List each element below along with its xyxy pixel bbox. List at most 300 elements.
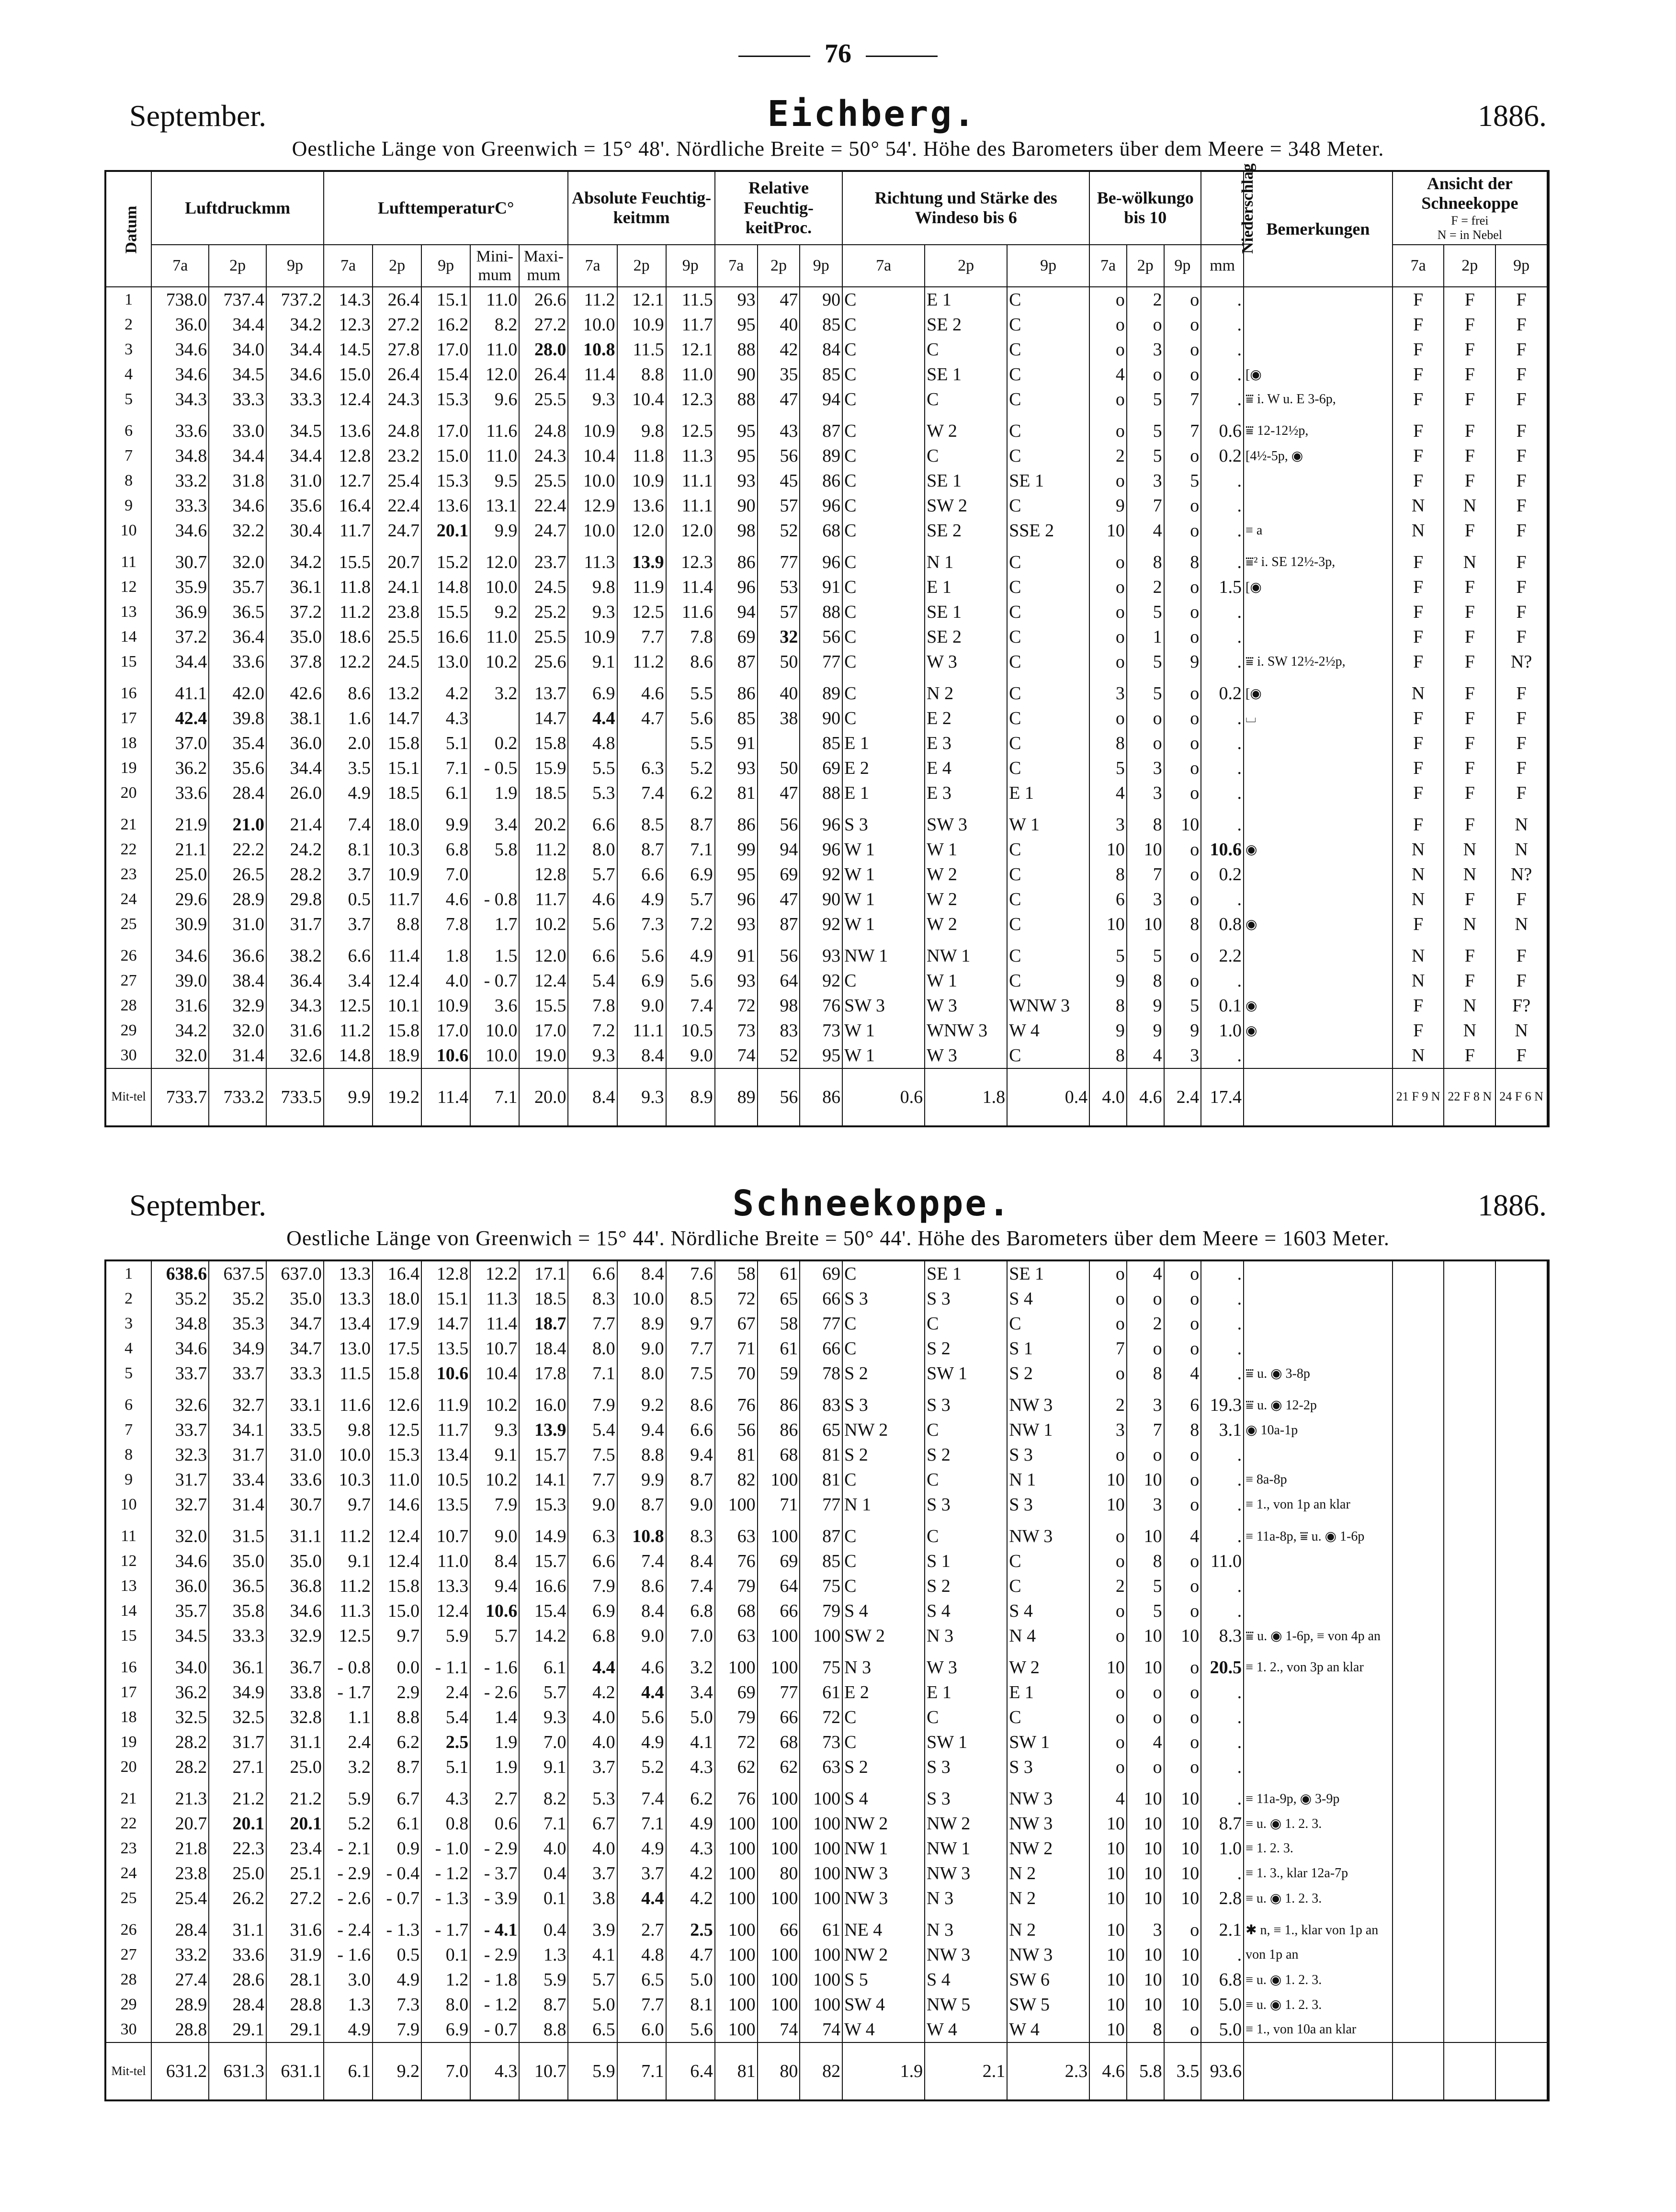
- gap-cell: [1495, 1648, 1547, 1655]
- value-cell: .: [1201, 1492, 1244, 1517]
- value-cell: o: [1089, 1442, 1127, 1467]
- value-cell: [1444, 1549, 1495, 1574]
- table-row: [106, 624, 1547, 649]
- gap-cell: [800, 1517, 842, 1524]
- day-cell: 23: [106, 862, 151, 887]
- value-cell: F: [1393, 993, 1444, 1018]
- mittel-cell: 4.0: [1089, 1068, 1127, 1125]
- day-cell: 27: [106, 1942, 151, 1967]
- value-cell: 67: [715, 1311, 758, 1336]
- value-cell: NW 3: [1007, 1942, 1089, 1967]
- value-cell: 8.1: [666, 1992, 715, 2017]
- gap-cell: [617, 543, 666, 550]
- value-cell: F: [1444, 681, 1495, 706]
- day-cell: 25: [106, 1886, 151, 1911]
- value-cell: F: [1444, 362, 1495, 387]
- value-cell: 32.3: [151, 1442, 209, 1467]
- value-cell: 13.1: [470, 493, 519, 518]
- value-cell: 10: [1089, 1836, 1127, 1861]
- mittel-cell: 20.0: [519, 1068, 568, 1125]
- value-cell: [1393, 1492, 1444, 1517]
- value-cell: 11.0: [373, 1467, 421, 1492]
- value-cell: 11.8: [324, 575, 373, 600]
- value-cell: S 3: [925, 1755, 1007, 1780]
- value-cell: 62: [715, 1755, 758, 1780]
- gap-cell: [617, 674, 666, 681]
- temp-maximum: Maxi-mum: [519, 245, 568, 287]
- value-cell: 100: [715, 1942, 758, 1967]
- value-cell: 737.4: [209, 287, 266, 312]
- gap-cell: [324, 937, 373, 943]
- day-cell: 23: [106, 1836, 151, 1861]
- value-cell: 32.0: [209, 550, 266, 575]
- value-cell: - 1.2: [421, 1861, 470, 1886]
- value-cell: [1495, 1886, 1547, 1911]
- gap-cell: [758, 543, 800, 550]
- table-row: [106, 468, 1547, 493]
- value-cell: 7.4: [617, 1549, 666, 1574]
- row-gap: [106, 805, 1547, 812]
- gap-cell: [758, 937, 800, 943]
- mittel-cell: [1244, 2042, 1393, 2099]
- table-row: [106, 1043, 1547, 1068]
- table-row: [106, 443, 1547, 468]
- value-cell: C: [842, 706, 925, 731]
- gap-cell: [470, 937, 519, 943]
- bemerkungen-cell: ✱ n, ≡ 1., klar von 1p an: [1244, 1917, 1393, 1942]
- gap-cell: [1007, 674, 1089, 681]
- value-cell: C: [1007, 624, 1089, 649]
- value-cell: 7.4: [666, 1574, 715, 1599]
- value-cell: 100: [715, 1836, 758, 1861]
- value-cell: 3.2: [666, 1655, 715, 1680]
- mittel-cell: [1495, 2042, 1547, 2099]
- bemerkungen-cell: [1244, 287, 1393, 312]
- gap-cell: [324, 1648, 373, 1655]
- gap-cell: [568, 805, 617, 812]
- bemerkungen-cell: von 1p an: [1244, 1942, 1393, 1967]
- value-cell: 2.5: [666, 1917, 715, 1942]
- mittel-row: [106, 1068, 1547, 1125]
- gap-cell: [266, 412, 324, 419]
- value-cell: 100: [800, 1861, 842, 1886]
- gap-cell: [151, 1780, 209, 1786]
- value-cell: [1495, 1811, 1547, 1836]
- value-cell: 2.8: [1201, 1886, 1244, 1911]
- value-cell: SW 1: [925, 1361, 1007, 1386]
- value-cell: 9.3: [568, 387, 617, 412]
- value-cell: 11.0: [421, 1549, 470, 1574]
- value-cell: 31.7: [209, 1442, 266, 1467]
- day-cell: 15: [106, 649, 151, 674]
- value-cell: [1393, 1361, 1444, 1386]
- value-cell: NW 3: [925, 1942, 1007, 1967]
- wind-time-0: 7a: [842, 245, 925, 287]
- gap-cell: [1007, 937, 1089, 943]
- value-cell: 6.9: [666, 862, 715, 887]
- value-cell: 34.9: [209, 1336, 266, 1361]
- value-cell: N: [1444, 993, 1495, 1018]
- value-cell: 2.0: [324, 731, 373, 756]
- value-cell: 7.8: [666, 624, 715, 649]
- value-cell: C: [842, 968, 925, 993]
- value-cell: 1.1: [324, 1705, 373, 1730]
- value-cell: 28.2: [266, 862, 324, 887]
- table-row: [106, 1967, 1547, 1992]
- value-cell: 5: [1089, 943, 1127, 968]
- value-cell: 5.9: [421, 1623, 470, 1648]
- value-cell: F: [1444, 812, 1495, 837]
- value-cell: 100: [715, 1917, 758, 1942]
- datum-header: [106, 172, 151, 287]
- value-cell: 9.1: [324, 1549, 373, 1574]
- value-cell: SW 2: [842, 1623, 925, 1648]
- value-cell: 35.0: [209, 1549, 266, 1574]
- value-cell: 94: [715, 600, 758, 624]
- value-cell: [1495, 1967, 1547, 1992]
- value-cell: E 1: [842, 731, 925, 756]
- value-cell: 4.0: [568, 1836, 617, 1861]
- value-cell: 36.4: [266, 968, 324, 993]
- table-row: [106, 1705, 1547, 1730]
- value-cell: 34.6: [151, 337, 209, 362]
- value-cell: C: [1007, 706, 1089, 731]
- value-cell: 5.9: [519, 1967, 568, 1992]
- value-cell: 20.1: [266, 1811, 324, 1836]
- luftdruck-time-0: 7a: [151, 245, 209, 287]
- value-cell: 3: [1127, 1917, 1164, 1942]
- gap-cell: [151, 937, 209, 943]
- value-cell: 31.6: [266, 1018, 324, 1043]
- value-cell: N 1: [842, 1492, 925, 1517]
- row-gap: [106, 1911, 1547, 1917]
- value-cell: 4.2: [568, 1680, 617, 1705]
- value-cell: 95: [800, 1043, 842, 1068]
- value-cell: 4.4: [568, 1655, 617, 1680]
- gap-cell: [519, 1911, 568, 1917]
- value-cell: 8.5: [617, 812, 666, 837]
- value-cell: F: [1495, 550, 1547, 575]
- gap-cell: [715, 805, 758, 812]
- table-row: [106, 600, 1547, 624]
- value-cell: 34.6: [266, 1599, 324, 1623]
- value-cell: 5.2: [666, 756, 715, 781]
- value-cell: 20.2: [519, 812, 568, 837]
- value-cell: F: [1495, 387, 1547, 412]
- value-cell: C: [1007, 756, 1089, 781]
- value-cell: 2.9: [373, 1680, 421, 1705]
- value-cell: [1444, 2017, 1495, 2042]
- bemerkungen-cell: [◉: [1244, 362, 1393, 387]
- value-cell: [1495, 1311, 1547, 1336]
- gap-cell: [800, 1648, 842, 1655]
- value-cell: 6.8: [1201, 1967, 1244, 1992]
- value-cell: C: [1007, 1043, 1089, 1068]
- value-cell: 15.7: [519, 1549, 568, 1574]
- value-cell: 32.5: [151, 1705, 209, 1730]
- gap-cell: [1201, 805, 1244, 812]
- value-cell: 41.1: [151, 681, 209, 706]
- gap-cell: [1201, 1648, 1244, 1655]
- value-cell: 10.0: [470, 575, 519, 600]
- value-cell: 100: [800, 1836, 842, 1861]
- value-cell: F: [1495, 1043, 1547, 1068]
- day-cell: 14: [106, 1599, 151, 1623]
- gap-cell: [324, 543, 373, 550]
- value-cell: 10.1: [373, 993, 421, 1018]
- value-cell: 10: [1127, 1811, 1164, 1836]
- mittel-cell: 8.9: [666, 1068, 715, 1125]
- value-cell: - 1.8: [470, 1967, 519, 1992]
- value-cell: .: [1201, 1786, 1244, 1811]
- gap-cell: [373, 543, 421, 550]
- gap-cell: [106, 543, 151, 550]
- value-cell: [1444, 1755, 1495, 1780]
- value-cell: N: [1393, 837, 1444, 862]
- gap-cell: [1393, 937, 1444, 943]
- gap-cell: [1127, 805, 1164, 812]
- value-cell: .: [1201, 887, 1244, 912]
- value-cell: [1444, 1336, 1495, 1361]
- value-cell: 34.4: [151, 649, 209, 674]
- value-cell: 1.0: [1201, 1836, 1244, 1861]
- value-cell: o: [1164, 706, 1201, 731]
- gap-cell: [666, 1648, 715, 1655]
- value-cell: 15.5: [519, 993, 568, 1018]
- value-cell: [1444, 1836, 1495, 1861]
- value-cell: 9.6: [470, 387, 519, 412]
- value-cell: 43: [758, 419, 800, 443]
- gap-cell: [617, 937, 666, 943]
- table-row: [106, 575, 1547, 600]
- value-cell: F: [1393, 312, 1444, 337]
- value-cell: F: [1444, 575, 1495, 600]
- value-cell: 0.1: [519, 1886, 568, 1911]
- value-cell: 8.8: [617, 1442, 666, 1467]
- value-cell: 3.7: [568, 1861, 617, 1886]
- value-cell: S 4: [842, 1786, 925, 1811]
- value-cell: [1495, 1705, 1547, 1730]
- value-cell: 7.9: [373, 2017, 421, 2042]
- value-cell: 4.0: [519, 1836, 568, 1861]
- day-cell: 4: [106, 1336, 151, 1361]
- value-cell: - 4.1: [470, 1917, 519, 1942]
- value-cell: F: [1495, 337, 1547, 362]
- mittel-cell: 7.1: [617, 2042, 666, 2099]
- value-cell: F: [1393, 550, 1444, 575]
- value-cell: 11.7: [373, 887, 421, 912]
- value-cell: .: [1201, 1942, 1244, 1967]
- value-cell: 93: [715, 968, 758, 993]
- value-cell: 8: [1127, 1549, 1164, 1574]
- gap-cell: [266, 805, 324, 812]
- value-cell: 100: [758, 1467, 800, 1492]
- gap-cell: [1444, 674, 1495, 681]
- value-cell: 9: [1089, 1018, 1127, 1043]
- value-cell: 5.6: [666, 2017, 715, 2042]
- value-cell: - 1.7: [421, 1917, 470, 1942]
- value-cell: 4.2: [666, 1861, 715, 1886]
- value-cell: 5: [1127, 1599, 1164, 1623]
- value-cell: 4.1: [568, 1942, 617, 1967]
- table-row: [106, 1261, 1547, 1286]
- value-cell: 34.4: [266, 337, 324, 362]
- gap-cell: [1495, 674, 1547, 681]
- value-cell: 12.5: [666, 419, 715, 443]
- value-cell: 7.4: [666, 993, 715, 1018]
- value-cell: C: [1007, 887, 1089, 912]
- gap-cell: [568, 1386, 617, 1393]
- value-cell: W 1: [842, 1043, 925, 1068]
- value-cell: 38.4: [209, 968, 266, 993]
- value-cell: W 1: [842, 862, 925, 887]
- value-cell: 8.4: [617, 1043, 666, 1068]
- value-cell: 36.8: [266, 1574, 324, 1599]
- value-cell: .: [1201, 1524, 1244, 1549]
- value-cell: C: [1007, 362, 1089, 387]
- value-cell: 3.7: [568, 1755, 617, 1780]
- value-cell: 25.4: [151, 1886, 209, 1911]
- value-cell: 0.6: [470, 1811, 519, 1836]
- value-cell: 10.4: [617, 387, 666, 412]
- value-cell: 10: [1089, 1942, 1127, 1967]
- value-cell: 8: [1089, 993, 1127, 1018]
- gap-cell: [1444, 937, 1495, 943]
- value-cell: 10.6: [421, 1043, 470, 1068]
- value-cell: [1495, 1549, 1547, 1574]
- eichberg-month: September.: [129, 99, 267, 133]
- value-cell: o: [1164, 1286, 1201, 1311]
- value-cell: C: [925, 1524, 1007, 1549]
- gap-cell: [666, 412, 715, 419]
- value-cell: 21.9: [151, 812, 209, 837]
- value-cell: 10.0: [568, 312, 617, 337]
- value-cell: 6.7: [568, 1811, 617, 1836]
- value-cell: 7.4: [324, 812, 373, 837]
- value-cell: 100: [800, 1811, 842, 1836]
- bemerkungen-header-label: Bemerkungen: [1266, 219, 1370, 238]
- table-row: [106, 1992, 1547, 2017]
- value-cell: 5.3: [568, 781, 617, 805]
- value-cell: 13.4: [324, 1311, 373, 1336]
- value-cell: 5: [1127, 1574, 1164, 1599]
- gap-cell: [1495, 1517, 1547, 1524]
- value-cell: 11.9: [617, 575, 666, 600]
- value-cell: [1393, 1599, 1444, 1623]
- value-cell: F: [1444, 756, 1495, 781]
- value-cell: 2.2: [1201, 943, 1244, 968]
- eichberg-location: Oestliche Länge von Greenwich = 15° 48'. Nördliche Breite = 50° 54'. Höhe des Barometers über dem Meere = 348 Meter.: [292, 137, 1384, 160]
- gap-cell: [800, 674, 842, 681]
- value-cell: 3.4: [666, 1680, 715, 1705]
- gap-cell: [1444, 1911, 1495, 1917]
- value-cell: F: [1393, 600, 1444, 624]
- value-cell: .: [1201, 600, 1244, 624]
- gap-cell: [519, 1386, 568, 1393]
- value-cell: S 2: [1007, 1361, 1089, 1386]
- day-cell: 10: [106, 518, 151, 543]
- value-cell: 11.1: [666, 468, 715, 493]
- value-cell: [1444, 1861, 1495, 1886]
- gap-cell: [758, 412, 800, 419]
- value-cell: 34.5: [266, 419, 324, 443]
- value-cell: 28.4: [151, 1917, 209, 1942]
- gap-cell: [1201, 674, 1244, 681]
- value-cell: 7.7: [568, 1311, 617, 1336]
- value-cell: 34.6: [151, 1549, 209, 1574]
- value-cell: 8: [1089, 862, 1127, 887]
- value-cell: o: [1089, 1755, 1127, 1780]
- value-cell: 14.7: [421, 1311, 470, 1336]
- value-cell: [1393, 1942, 1444, 1967]
- gap-cell: [715, 1517, 758, 1524]
- value-cell: 1.9: [470, 1755, 519, 1780]
- value-cell: E 1: [925, 575, 1007, 600]
- schneekoppe-year: 1886.: [1478, 1188, 1547, 1222]
- bemerkungen-cell: ≡ a: [1244, 518, 1393, 543]
- schneekoppe-table-box: [104, 1259, 1550, 2101]
- value-cell: C: [842, 624, 925, 649]
- value-cell: o: [1089, 337, 1127, 362]
- value-cell: 15.0: [324, 362, 373, 387]
- table-row: [106, 1393, 1547, 1418]
- value-cell: 10: [1164, 1861, 1201, 1886]
- value-cell: 20.7: [151, 1811, 209, 1836]
- value-cell: 20.7: [373, 550, 421, 575]
- eichberg-year: 1886.: [1478, 99, 1547, 133]
- value-cell: 12.7: [324, 468, 373, 493]
- value-cell: 79: [715, 1574, 758, 1599]
- value-cell: 9.3: [568, 1043, 617, 1068]
- value-cell: o: [1089, 1730, 1127, 1755]
- value-cell: N: [1444, 1018, 1495, 1043]
- value-cell: 33.6: [209, 649, 266, 674]
- value-cell: 90: [715, 362, 758, 387]
- value-cell: 9.0: [617, 993, 666, 1018]
- value-cell: 27.2: [373, 312, 421, 337]
- gap-cell: [1444, 1386, 1495, 1393]
- value-cell: N: [1393, 862, 1444, 887]
- value-cell: C: [842, 287, 925, 312]
- value-cell: 33.7: [209, 1361, 266, 1386]
- day-cell: 29: [106, 1018, 151, 1043]
- value-cell: F: [1495, 706, 1547, 731]
- value-cell: 9.0: [666, 1043, 715, 1068]
- mittel-cell: 80: [758, 2042, 800, 2099]
- bemerkungen-cell: ≡ u. ◉ 1. 2. 3.: [1244, 1992, 1393, 2017]
- value-cell: C: [1007, 337, 1089, 362]
- table-row: [106, 1524, 1547, 1549]
- value-cell: 100: [715, 1861, 758, 1886]
- value-cell: .: [1201, 1705, 1244, 1730]
- value-cell: 100: [715, 1492, 758, 1517]
- gap-cell: [373, 674, 421, 681]
- value-cell: 13.6: [324, 419, 373, 443]
- mittel-cell: 10.7: [519, 2042, 568, 2099]
- bemerkungen-cell: [1244, 337, 1393, 362]
- value-cell: 31.6: [151, 993, 209, 1018]
- bemerkungen-cell: ≡ u. ◉ 1. 2. 3.: [1244, 1967, 1393, 1992]
- value-cell: 11.7: [666, 312, 715, 337]
- value-cell: 33.1: [266, 1393, 324, 1418]
- value-cell: 4.9: [373, 1967, 421, 1992]
- eichberg-station-title: Eichberg.: [767, 93, 977, 135]
- value-cell: 10.0: [568, 518, 617, 543]
- value-cell: [1495, 1261, 1547, 1286]
- table-row: [106, 387, 1547, 412]
- value-cell: [1393, 1336, 1444, 1361]
- value-cell: o: [1164, 1261, 1201, 1286]
